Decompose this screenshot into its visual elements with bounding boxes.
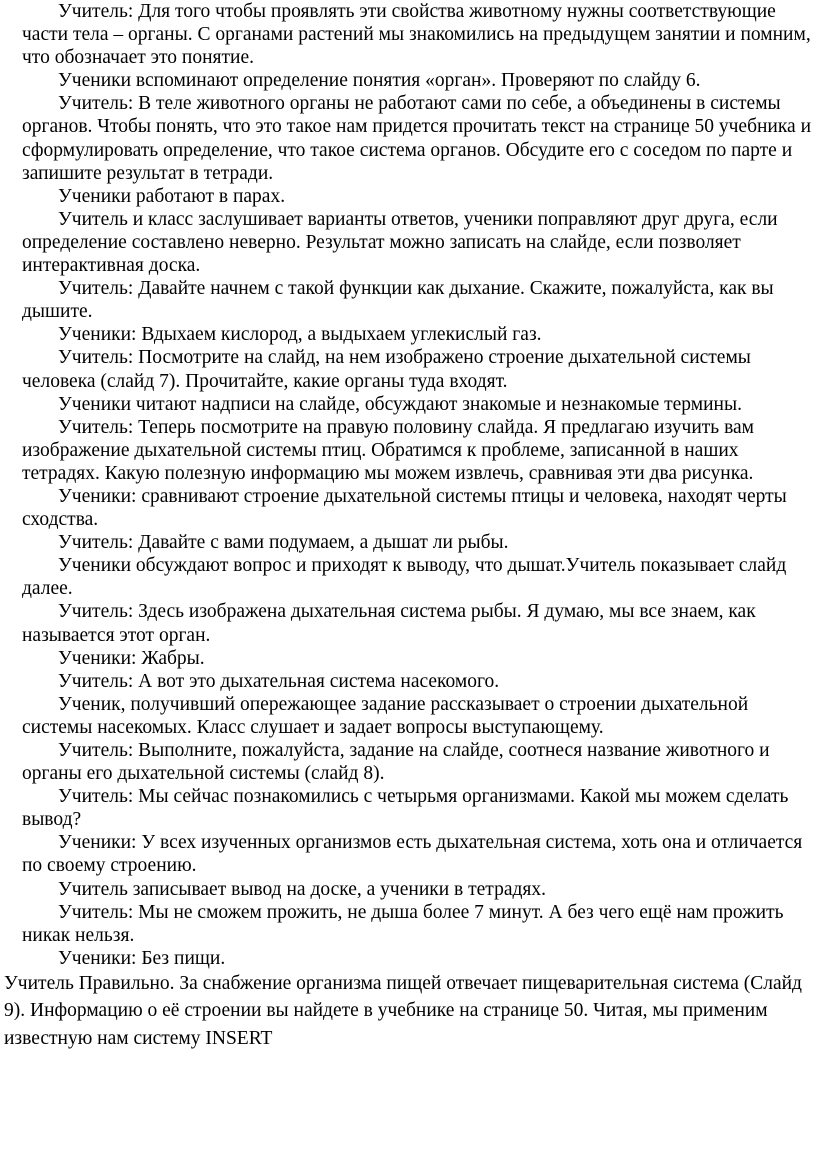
paragraph-students-inhale: Ученики: Вдыхаем кислород, а выдыхаем углекислый газ. — [58, 324, 542, 346]
paragraph-students-conclusion: Ученики: У всех изученных организмов есть дыхательная система, хоть она и отличается по своему строению. — [22, 832, 803, 877]
paragraph-class-answers: Учитель и класс заслушивает варианты ответов, ученики поправляют друг друга, если определение составлено неверно. Результат можно записать на слайде, если позволяет интерактивная доска. — [22, 208, 778, 277]
paragraph-teacher-fish-question: Учитель: Давайте с вами подумаем, а дышат ли рыбы. — [58, 532, 509, 554]
paragraph-student-insect-report: Ученик, получивший опережающее задание рассказывает о строении дыхательной системы насекомых. Класс слушает и задает вопросы выступающему. — [22, 693, 749, 738]
paragraph-students-fish-discuss: Ученики обсуждают вопрос и приходят к выводу, что дышат.Учитель показывает слайд далее. — [22, 555, 787, 600]
paragraph-teacher-organ-systems: Учитель: В теле животного органы не работают сами по себе, а объединены в системы органов. Чтобы понять, что это такое нам придется прочитать текст на странице 50 учебника и сформулировать определение, что такое система органов. Обсудите его с соседом по парте и запишите результат в тетради. — [22, 93, 812, 184]
paragraph-teacher-organs: Учитель: Для того чтобы проявлять эти свойства животному нужны соответствующие части тела – органы. С органами растений мы знакомились на предыдущем занятии и помним, что обозначает это понятие. — [22, 1, 811, 69]
paragraph-students-read-labels: Ученики читают надписи на слайде, обсуждают знакомые и незнакомые термины. — [58, 393, 742, 415]
paragraph-teacher-fish-system: Учитель: Здесь изображена дыхательная система рыбы. Я думаю, мы все знаем, как называется этот орган. — [22, 601, 756, 646]
paragraph-teacher-insect: Учитель: А вот это дыхательная система насекомого. — [58, 670, 500, 692]
paragraph-students-compare: Ученики: сравнивают строение дыхательной системы птицы и человека, находят черты сходства. — [22, 485, 787, 531]
paragraph-teacher-slide-8: Учитель: Выполните, пожалуйста, задание на слайде, соотнеся название животного и органы его дыхательной системы (слайд 8). — [22, 740, 770, 785]
paragraph-students-recall: Ученики вспоминают определение понятия «орган». Проверяют по слайду 6. — [58, 70, 701, 92]
paragraph-teacher-seven-minutes: Учитель: Мы не сможем прожить, не дыша более 7 минут. А без чего ещё нам прожить никак нельзя. — [22, 901, 784, 946]
paragraph-teacher-digestive-system: Учитель Правильно. За снабжение организма пищей отвечает пищеварительная система (Слайд 9). Информацию о её строении вы найдете в учебнике на странице 50. Читая, мы применим известную нам систему INSERT — [4, 972, 802, 1049]
paragraph-students-pairs: Ученики работают в парах. — [58, 185, 286, 207]
paragraph-teacher-conclusion-question: Учитель: Мы сейчас познакомились с четырьмя организмами. Какой мы можем сделать вывод? — [22, 786, 789, 831]
paragraph-teacher-birds: Учитель: Теперь посмотрите на правую половину слайда. Я предлагаю изучить вам изображение дыхательной системы птиц. Обратимся к проблеме, записанной в наших тетрадях. Какую полезную информацию мы можем извлечь, сравнивая эти два рисунка. — [22, 416, 755, 484]
paragraph-teacher-slide-7: Учитель: Посмотрите на слайд, на нем изображено строение дыхательной системы человека (слайд 7). Прочитайте, какие органы туда входят. — [22, 347, 751, 392]
paragraph-students-gills: Ученики: Жабры. — [58, 647, 205, 669]
paragraph-students-food: Ученики: Без пищи. — [58, 947, 226, 969]
paragraph-teacher-writes-conclusion: Учитель записывает вывод на доске, а ученики в тетрадях. — [58, 878, 546, 900]
document-page — [4, 0, 812, 1052]
paragraph-teacher-breathing: Учитель: Давайте начнем с такой функции как дыхание. Скажите, пожалуйста, как вы дышите. — [22, 278, 774, 323]
